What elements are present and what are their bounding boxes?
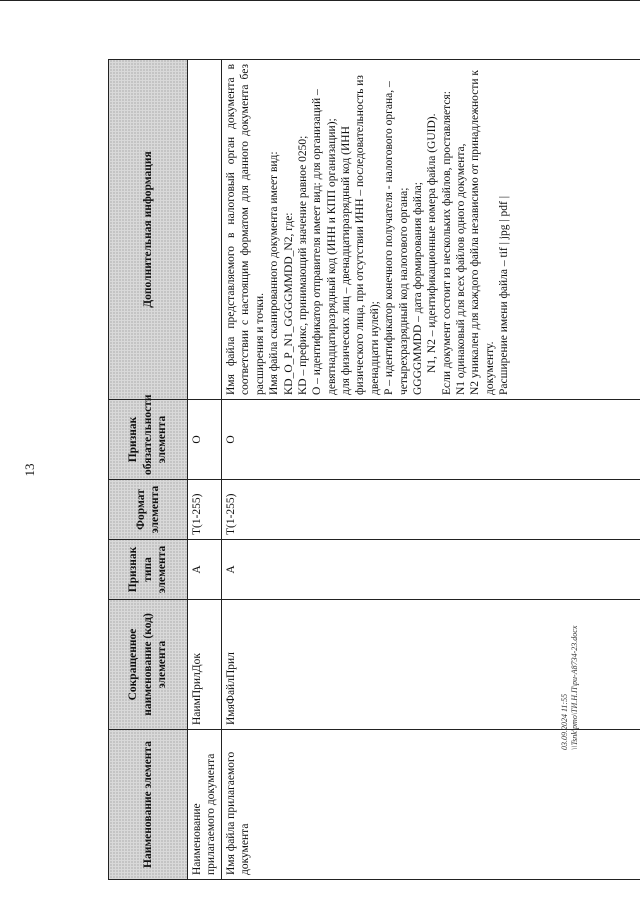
header-element-code: Сокращенное наименование (код) элемента <box>109 600 188 730</box>
header-element-format: Формат элемента <box>109 480 188 540</box>
info-paragraph: Имя файла представляемого в налоговый орган документа в соответствии с настоящим форматом для данного документа без расширения и точки. <box>225 64 266 395</box>
info-paragraph: O – идентификатор отправителя имеет вид: для организаций – девятнадцатиразрядный код (ИНН и КПП организации); <box>311 89 338 395</box>
info-paragraph: Если документ состоит из нескольких файлов, проставляется: <box>440 91 453 395</box>
info-paragraph: N2 уникален для каждого файла независимо от принадлежности к документу. <box>469 70 496 395</box>
header-element-required: Признак обязательности элемента <box>109 400 188 480</box>
info-paragraph: Имя файла сканированного документа имеет вид: <box>268 151 281 395</box>
cell-format: T(1-255) <box>188 480 222 540</box>
cell-info <box>222 60 640 400</box>
table-row <box>222 60 640 880</box>
cell-required: О <box>188 400 222 480</box>
header-element-type: Признак типа элемента <box>109 540 188 600</box>
table-row <box>188 60 222 880</box>
elements-table <box>108 59 640 880</box>
info-paragraph: KD – префикс, принимающий значение равное 0250; <box>296 135 309 395</box>
info-paragraph: Расширение имени файла – tif | jpg | pdf | <box>498 195 511 395</box>
page-number: 13 <box>22 463 37 477</box>
cell-name: Наименование прилагаемого документа <box>188 730 222 880</box>
footer-timestamp: 03.09.2024 11:55 <box>560 693 569 750</box>
footer-file-path: \\Tsnk\pmo\ТИ.Н.П\ри-A8734-23.docx <box>569 625 579 750</box>
table-header-row <box>109 60 188 880</box>
cell-code: НаимПрилДок <box>188 600 222 730</box>
info-paragraph: Р – идентификатор конечного получателя - налогового органа, – четырехразрядный код налогового органа; <box>383 81 410 395</box>
info-paragraph: N1, N2 – идентификационные номера файла (GUID). <box>426 113 439 373</box>
cell-info <box>188 60 222 400</box>
cell-name: Имя файла прилагаемого документа <box>222 730 640 880</box>
header-additional-info: Дополнительная информация <box>109 60 188 400</box>
file-footer <box>560 600 579 750</box>
cell-format: T(1-255) <box>222 480 640 540</box>
header-element-name: Наименование элемента <box>109 730 188 880</box>
rotated-page <box>22 60 640 880</box>
cell-code: ИмяФайлПрил <box>222 600 640 730</box>
cell-type: А <box>222 540 640 600</box>
cell-required: О <box>222 400 640 480</box>
info-paragraph: для физических лиц – двенадцатиразрядный код (ИНН физического лица, при отсутствии ИНН – последовательность из двенадцати нулей); <box>340 75 381 395</box>
info-paragraph: KD_O_P_N1_GGGGMMDD_N2, где: <box>282 212 295 395</box>
scan-edge-line <box>0 0 640 1</box>
info-paragraph: GGGGMMDD – дата формирования файла; <box>411 182 424 395</box>
cell-type: А <box>188 540 222 600</box>
info-paragraph: N1 одинаковый для всех файлов одного документа, <box>455 143 467 395</box>
